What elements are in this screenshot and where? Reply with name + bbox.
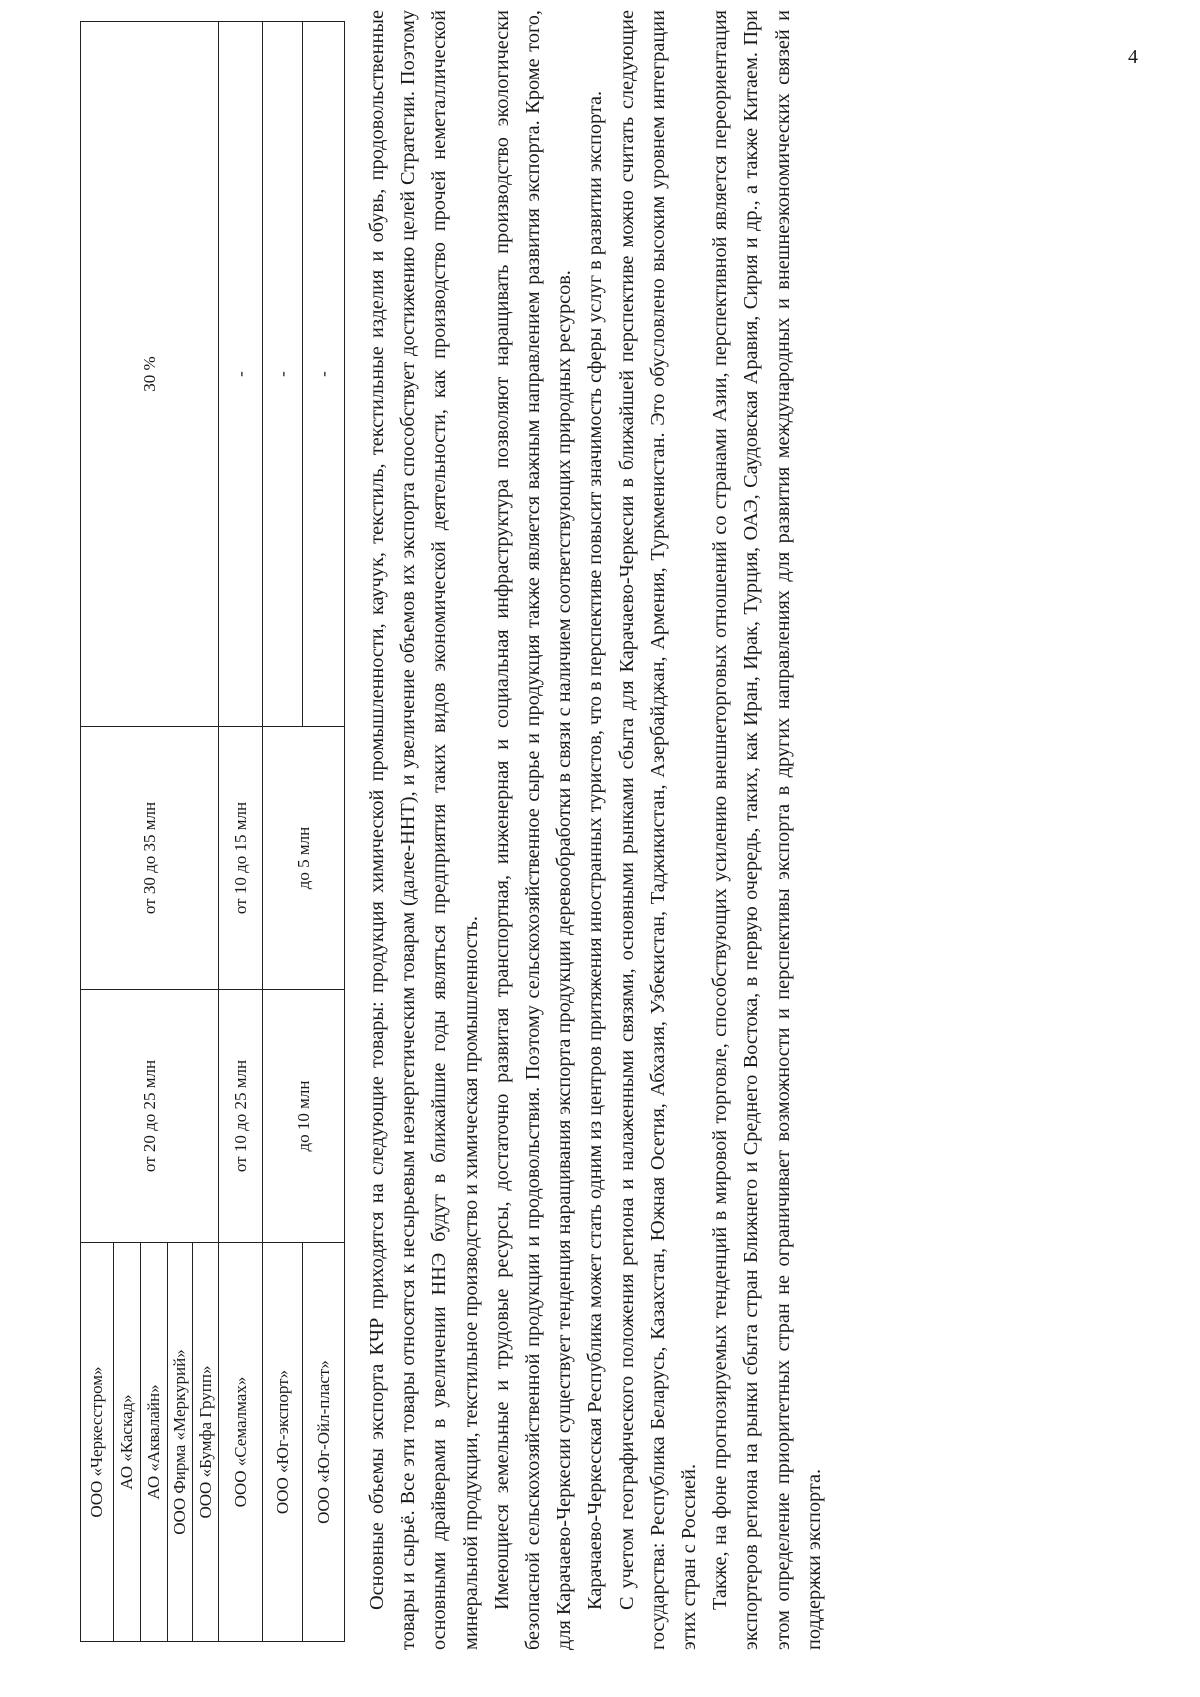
paragraph: С учетом географического положения региона и налаженными связями, основными рынками сбыта для Карачаево-Черкесии в ближайшей перспективе можно считать следующие государства: Республика Беларусь, Казахстан, Южная Осетия, Абхазия, Узбекистан, Таджикистан, Азербайджан, Армения, Туркменистан. Это обусловлено высоким уровнем интеграции этих стран с Россией. [615, 10, 701, 1650]
table-cell: - [263, 22, 303, 727]
export-table [80, 21, 345, 1642]
company-cell: ООО «Бумфа Групп» [193, 1243, 219, 1642]
company-cell: АО «Аквалайн» [141, 1243, 168, 1642]
table-row [219, 22, 263, 1642]
company-cell: ООО «Юг-Ойл-пласт» [303, 1243, 345, 1642]
paragraph: Основные объемы экспорта КЧР приходятся на следующие товары: продукция химической промышленности, каучук, текстиль, текстильные изделия и обувь, продовольственные товары и сырьё. Все эти товары относятся к несырьевым неэнергетическим товарам (далее-ННТ), и увеличение объемов их экспорта способствует достижению целей Стратегии. Поэтому основными драйверами в увеличении ННЭ будут в ближайшие годы являться предприятия таких видов экономической деятельности, как производство прочей неметаллической минеральной продукции, текстильное производство и химическая промышленность. [366, 10, 482, 1650]
company-cell: ООО «Черкесстром» [81, 1243, 114, 1642]
table-cell: от 10 до 15 млн [219, 727, 263, 990]
table-cell: от 30 до 35 млн [81, 727, 219, 990]
rotated-page-content [80, 0, 1120, 1690]
document-body [362, 10, 830, 1650]
table-cell: - [219, 22, 263, 727]
page-number: 4 [1128, 46, 1138, 68]
table-cell: от 10 до 25 млн [219, 990, 263, 1243]
table-cell: от 20 до 25 млн [81, 990, 219, 1243]
table-cell: 30 % [81, 22, 219, 727]
table-row [81, 22, 114, 1642]
company-cell: ООО «Семалмах» [219, 1243, 263, 1642]
paragraph: Имеющиеся земельные и трудовые ресурсы, достаточно развитая транспортная, инженерная и социальная инфраструктура позволяют наращивать производство экологически безопасной сельскохозяйственной продукции и продовольствия. Поэтому сельскохозяйственное сырье и продукция также является важным направлением развития экспорта. Кроме того, для Карачаево-Черкесии существует тенденция наращивания экспорта продукции деревообработки в связи с наличием соответствующих природных ресурсов. [490, 10, 576, 1650]
company-cell: ООО «Юг-экспорт» [263, 1243, 303, 1642]
table-cell: до 5 млн [263, 727, 345, 990]
table-cell: - [303, 22, 345, 727]
company-cell: АО «Каскад» [114, 1243, 141, 1642]
paragraph: Карачаево-Черкесская Республика может стать одним из центров притяжения иностранных туристов, что в перспективе повысит значимость сферы услуг в развитии экспорта. [584, 90, 607, 1610]
table-row [263, 22, 303, 1642]
company-cell: ООО Фирма «Меркурий» [168, 1243, 193, 1642]
table-cell: до 10 млн [263, 990, 345, 1243]
paragraph: Также, на фоне прогнозируемых тенденций в мировой торговле, способствующих усилению внешнеторговых отношений со странами Азии, перспективной является переориентация экспортеров региона на рынки сбыта стран Ближнего и Среднего Востока, в первую очередь, таких, как Иран, Ирак, Турция, ОАЭ, Саудовская Аравия, Сирия и др., а также Китаем. При этом определение приоритетных стран не ограничивает возможности и перспективы экспорта в других направлениях для развития международных и внешнеэкономических связей и поддержки экспорта. [709, 10, 825, 1650]
